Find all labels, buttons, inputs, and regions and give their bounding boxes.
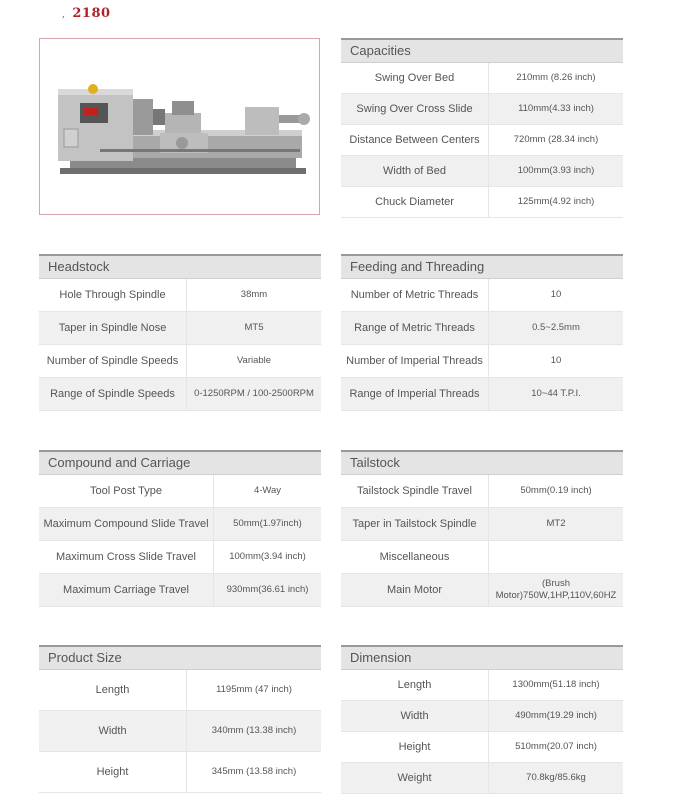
spec-value: 0.5~2.5mm — [532, 322, 580, 333]
table-row — [39, 312, 321, 345]
spec-label: Number of Spindle Speeds — [39, 345, 187, 377]
spec-label: Range of Metric Threads — [341, 312, 489, 344]
table-row — [341, 763, 623, 794]
spec-value: 10 — [550, 289, 562, 300]
spec-label: Taper in Tailstock Spindle — [341, 508, 489, 540]
product-size-table — [39, 645, 321, 793]
spec-label: Swing Over Cross Slide — [341, 94, 489, 124]
table-row — [341, 279, 623, 312]
spec-value: 125mm(4.92 inch) — [517, 196, 595, 207]
tailstock-table — [341, 450, 623, 607]
spec-label: Taper in Spindle Nose — [39, 312, 187, 344]
spec-value: 930mm(36.61 inch) — [226, 584, 309, 595]
spec-value: 110mm(4.33 inch) — [518, 103, 594, 114]
spec-label: Distance Between Centers — [341, 125, 489, 155]
spec-value: 10~44 T.P.I. — [531, 388, 581, 399]
spec-label: Miscellaneous — [341, 541, 489, 573]
capacities-title: Capacities — [341, 38, 623, 63]
table-row — [341, 670, 623, 701]
spec-label: Width — [39, 711, 187, 751]
tailstock-title: Tailstock — [341, 450, 623, 475]
table-row — [341, 63, 623, 94]
spec-value: 10 — [550, 355, 562, 366]
spec-value: 210mm (8.26 inch) — [516, 72, 596, 83]
spec-label: Weight — [341, 763, 489, 793]
table-row — [39, 475, 321, 508]
spec-label: Main Motor — [341, 574, 489, 606]
spec-value: 50mm(1.97inch) — [233, 518, 302, 529]
spec-label: Maximum Compound Slide Travel — [39, 508, 214, 540]
table-row — [39, 279, 321, 312]
spec-value: 38mm — [240, 289, 268, 300]
spec-label: Range of Spindle Speeds — [39, 378, 187, 410]
spec-value: Variable — [236, 355, 272, 366]
spec-label: Maximum Carriage Travel — [39, 574, 214, 606]
dimension-title: Dimension — [341, 645, 623, 670]
table-row — [341, 541, 623, 574]
table-row — [39, 752, 321, 793]
spec-label: Length — [39, 670, 187, 710]
table-row — [39, 541, 321, 574]
spec-label: Width of Bed — [341, 156, 489, 186]
product-size-title: Product Size — [39, 645, 321, 670]
spec-value: 1195mm (47 inch) — [216, 684, 292, 695]
compound-carriage-title: Compound and Carriage — [39, 450, 321, 475]
spec-label: Tailstock Spindle Travel — [341, 475, 489, 507]
spec-value: MT2 — [546, 518, 566, 529]
spec-value: 490mm(19.29 inch) — [515, 710, 597, 721]
table-row — [341, 312, 623, 345]
table-row — [341, 187, 623, 218]
feeding-threading-table — [341, 254, 623, 411]
spec-value: 510mm(20.07 inch) — [515, 741, 597, 752]
table-row — [341, 378, 623, 411]
spec-value: 720mm (28.34 inch) — [513, 134, 599, 145]
table-row — [39, 574, 321, 607]
spec-value: (Brush Motor)750W,1HP,110V,60HZ — [495, 578, 617, 601]
spec-label: Height — [39, 752, 187, 792]
spec-value: 345mm (13.58 inch) — [211, 766, 297, 777]
spec-value — [489, 541, 623, 573]
table-row — [39, 711, 321, 752]
table-row — [341, 732, 623, 763]
spec-label: Length — [341, 670, 489, 700]
model-number: , 2180 — [62, 6, 111, 21]
lathe-image — [40, 39, 319, 214]
spec-label: Height — [341, 732, 489, 762]
spec-value: 1300mm(51.18 inch) — [512, 679, 600, 690]
spec-label: Tool Post Type — [39, 475, 214, 507]
table-row — [341, 345, 623, 378]
table-row — [39, 378, 321, 411]
table-row — [39, 345, 321, 378]
spec-label: Range of Imperial Threads — [341, 378, 489, 410]
table-row — [341, 508, 623, 541]
model-number-text: 2180 — [72, 6, 111, 21]
spec-label: Chuck Diameter — [341, 187, 489, 217]
dimension-table — [341, 645, 623, 794]
spec-value: MT5 — [244, 322, 264, 333]
table-row — [341, 574, 623, 607]
spec-value: 100mm(3.94 inch) — [229, 551, 306, 562]
headstock-title: Headstock — [39, 254, 321, 279]
spec-label: Maximum Cross Slide Travel — [39, 541, 214, 573]
capacities-table — [341, 38, 623, 218]
table-row — [39, 670, 321, 711]
table-row — [39, 508, 321, 541]
feeding-threading-title: Feeding and Threading — [341, 254, 623, 279]
spec-value: 340mm (13.38 inch) — [211, 725, 297, 736]
spec-value: 4-Way — [253, 485, 282, 496]
product-photo — [39, 38, 320, 215]
table-row — [341, 701, 623, 732]
table-row — [341, 94, 623, 125]
table-row — [341, 125, 623, 156]
table-row — [341, 475, 623, 508]
spec-label: Width — [341, 701, 489, 731]
table-row — [341, 156, 623, 187]
spec-value: 0-1250RPM / 100-2500RPM — [194, 388, 314, 399]
spec-value: 70.8kg/85.6kg — [526, 772, 586, 783]
spec-label: Number of Imperial Threads — [341, 345, 489, 377]
spec-value: 50mm(0.19 inch) — [520, 485, 592, 496]
spec-label: Swing Over Bed — [341, 63, 489, 93]
spec-value: 100mm(3.93 inch) — [517, 165, 595, 176]
compound-carriage-table — [39, 450, 321, 607]
headstock-table — [39, 254, 321, 411]
spec-label: Number of Metric Threads — [341, 279, 489, 311]
spec-label: Hole Through Spindle — [39, 279, 187, 311]
